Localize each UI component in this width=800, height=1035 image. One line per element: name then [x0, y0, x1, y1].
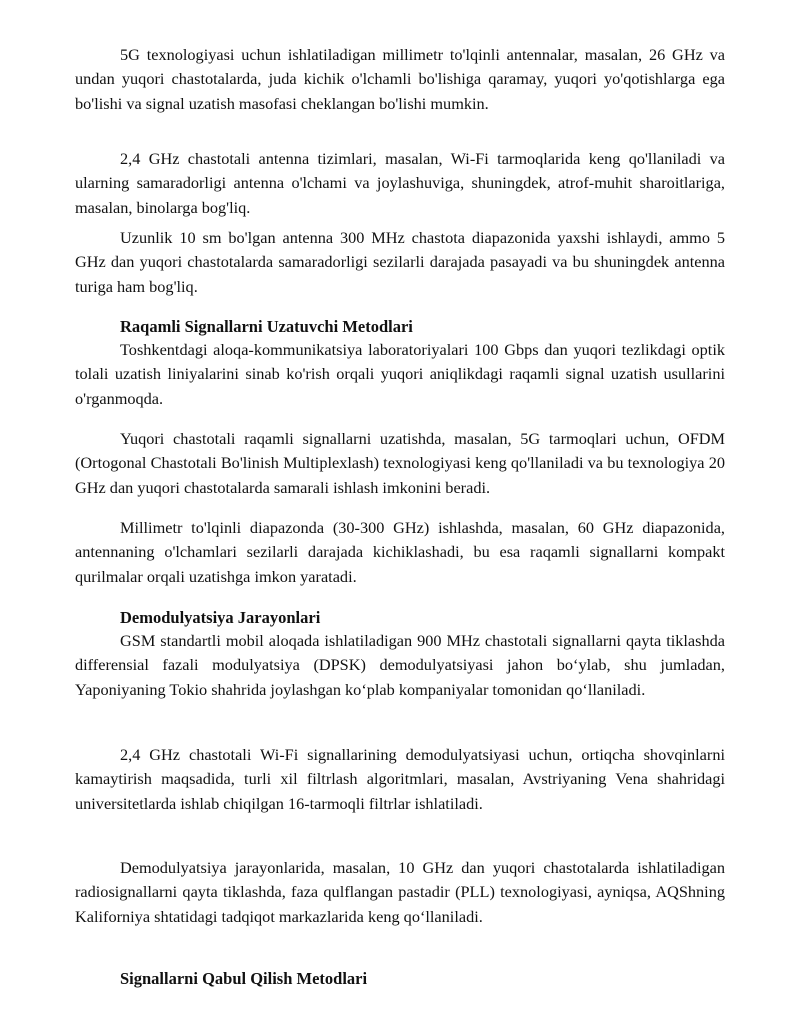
- paragraph-wifi-demodulation: 2,4 GHz chastotali Wi-Fi signallarining demodulyatsiyasi uchun, ortiqcha shovqinlarni kamaytirish maqsadida, turli xil filtrlash algoritmlari, masalan, Avstriyaning Vena shahridagi universitetlarda ishlab chiqilgan 16-tarmoqli filtrlar ishlatiladi.: [75, 745, 725, 813]
- paragraph-pll: Demodulyatsiya jarayonlarida, masalan, 10 GHz dan yuqori chastotalarda ishlatiladigan radiosignallarni qayta tiklashda, faza qulflangan pastadir (PLL) texnologiyasi, ayniqsa, AQShning Kaliforniya shtatidagi tadqiqot markazlarida keng qo‘llaniladi.: [75, 858, 725, 926]
- section-heading-demodulation: Demodulyatsiya Jarayonlari: [120, 608, 321, 627]
- paragraph-antenna-length: Uzunlik 10 sm bo'lgan antenna 300 MHz chastota diapazonida yaxshi ishlaydi, ammo 5 GHz dan yuqori chastotalarda samaradorligi sezilarli darajada pasayadi va bu shuningdek antenna turiga ham bog'liq.: [75, 228, 725, 296]
- paragraph-millimeter-wave: Millimetr to'lqinli diapazonda (30-300 GHz) ishlashda, masalan, 60 GHz diapazonida, antennaning o'lchamlari sezilarli darajada kichiklashadi, bu esa raqamli signallarni kompakt qurilmalar orqali uzatishga imkon yaratadi.: [75, 518, 725, 586]
- section-heading-signal-reception: Signallarni Qabul Qilish Metodlari: [120, 969, 368, 988]
- paragraph-gsm-dpsk: GSM standartli mobil aloqada ishlatiladigan 900 MHz chastotali signallarni qayta tiklashda differensial fazali modulyatsiya (DPSK) demodulyatsiyasi jahon bo‘ylab, shu jumladan, Yaponiyaning Tokio shahrida joylashgan ko‘plab kompaniyalar tomonidan qo‘llaniladi.: [75, 631, 725, 699]
- paragraph-antenna-2-4ghz: 2,4 GHz chastotali antenna tizimlari, masalan, Wi-Fi tarmoqlarida keng qo'llaniladi va ularning samaradorligi antenna o'lchami va joylashuviga, shuningdek, atrof-muhit sharoitlariga, masalan, binolarga bog'liq.: [75, 149, 725, 217]
- paragraph-tashkent-labs: Toshkentdagi aloqa-kommunikatsiya laboratoriyalari 100 Gbps dan yuqori tezlikdagi optik tolali uzatish liniyalarini sinab ko'rish orqali yuqori aniqlikdagi raqamli signal uzatish usullarini o'rganmoqda.: [75, 340, 725, 408]
- section-heading-digital-transmission: Raqamli Signallarni Uzatuvchi Metodlari: [120, 317, 413, 336]
- paragraph-antenna-5g: 5G texnologiyasi uchun ishlatiladigan millimetr to'lqinli antennalar, masalan, 26 GHz va undan yuqori chastotalarda, juda kichik o'lchamli bo'lishiga qaramay, yuqori yo'qotishlarga ega bo'lishi va signal uzatish masofasi cheklangan bo'lishi mumkin.: [75, 45, 725, 113]
- paragraph-ofdm: Yuqori chastotali raqamli signallarni uzatishda, masalan, 5G tarmoqlari uchun, OFDM (Ortogonal Chastotali Bo'linish Multiplexlash) texnologiyasi keng qo'llaniladi va bu texnologiya 20 GHz dan yuqori chastotalarda samarali ishlash imkonini beradi.: [75, 429, 725, 497]
